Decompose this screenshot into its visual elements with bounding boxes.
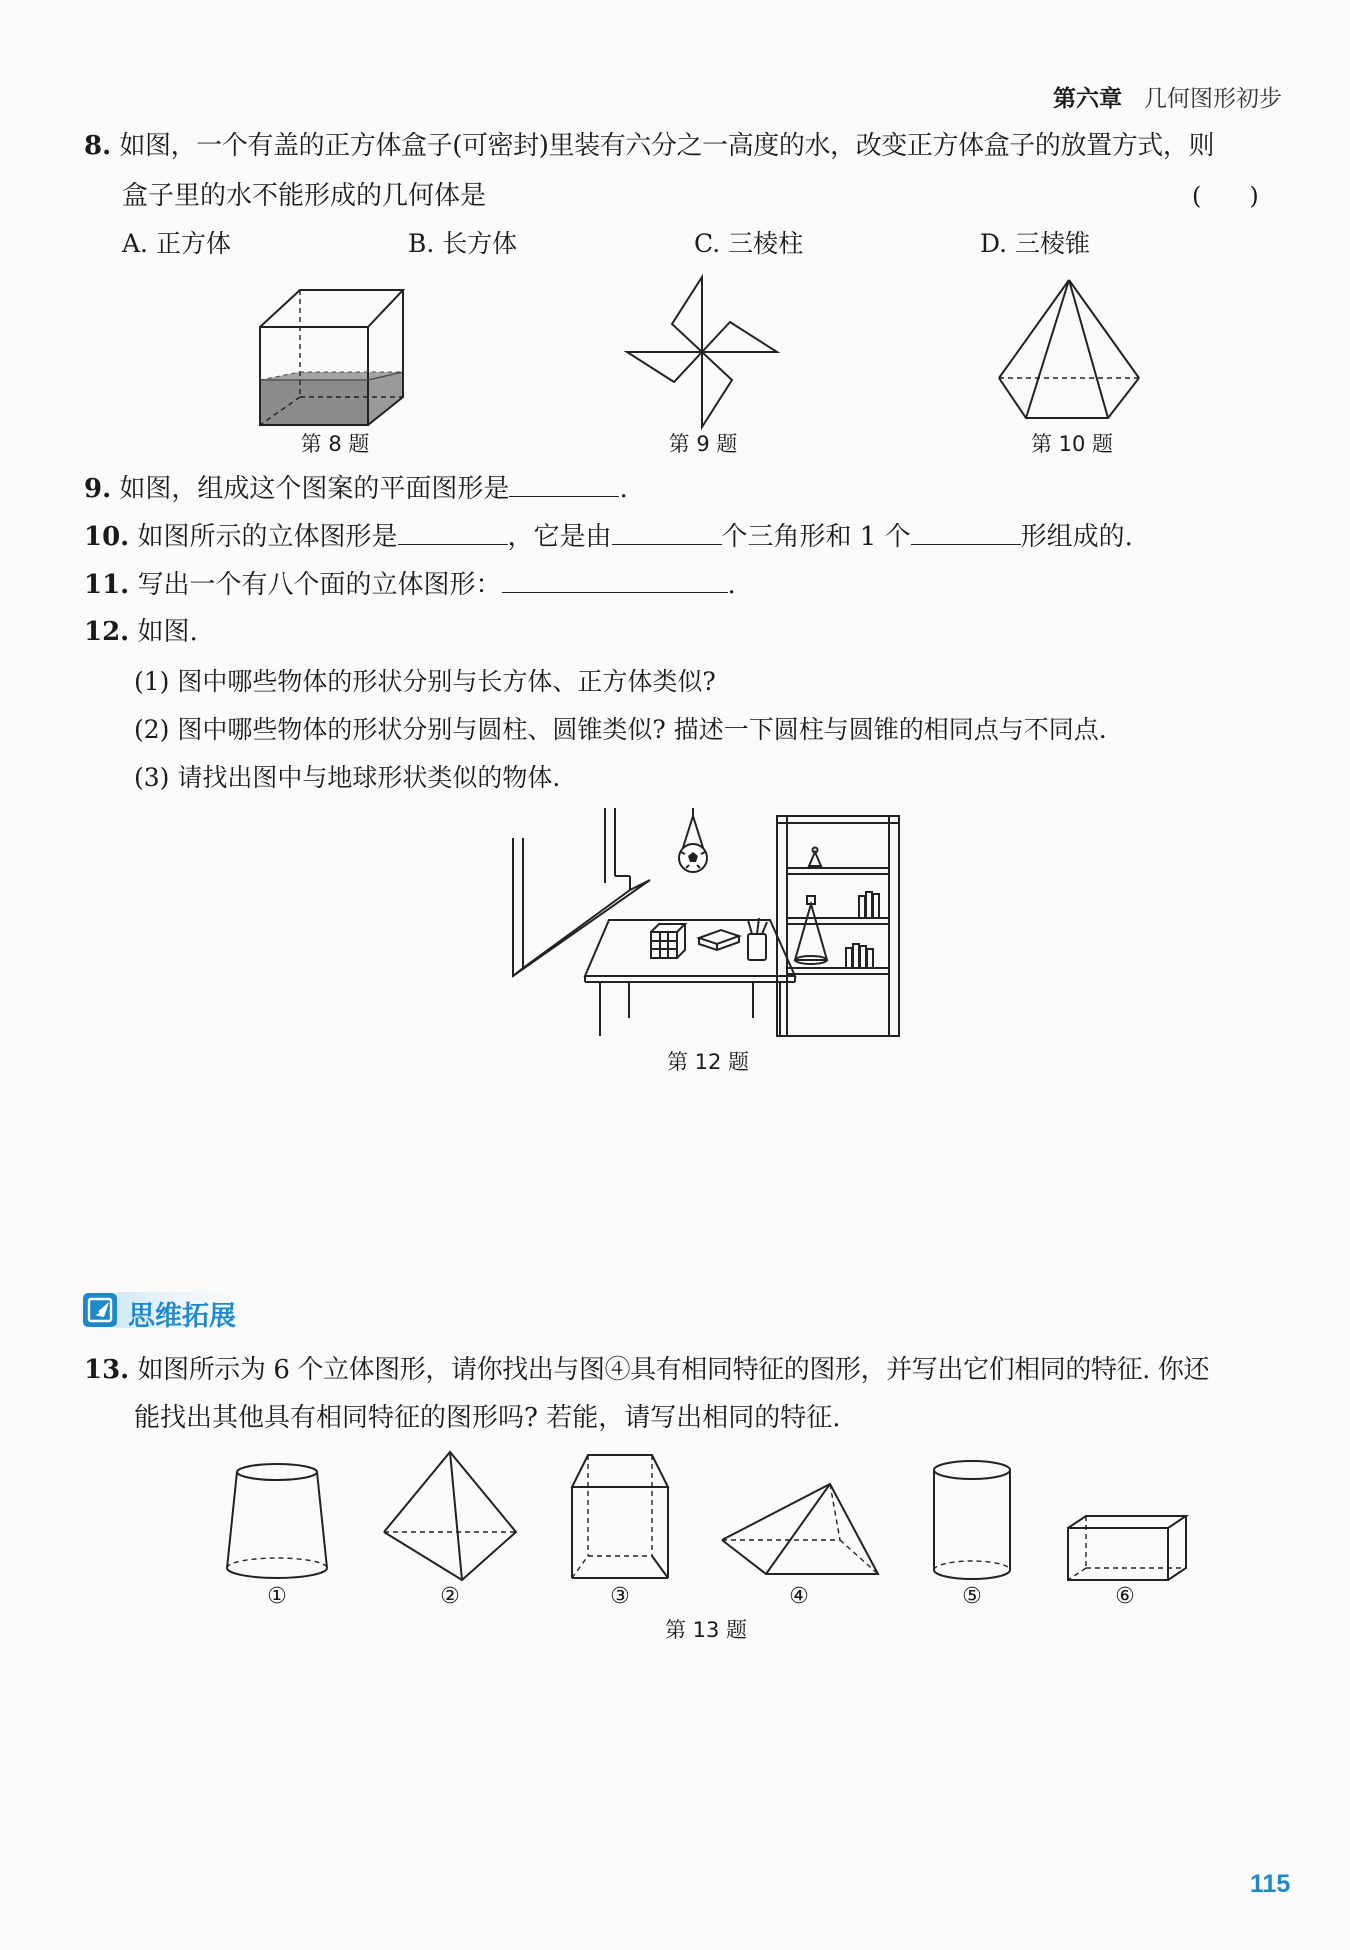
fig8-caption: 第 8 题 xyxy=(300,432,370,456)
q9-line xyxy=(84,470,628,507)
fig12-room-scene xyxy=(505,808,905,1040)
fig9-caption: 第 9 题 xyxy=(668,432,738,456)
q11-answer-blank[interactable] xyxy=(502,566,728,593)
q10-part3: 个三角形和 1 个 xyxy=(721,522,911,552)
fig13-shape2-pyramid xyxy=(380,1448,520,1583)
fig13-shape5-cylinder xyxy=(930,1458,1014,1584)
q13-line2 xyxy=(134,1400,840,1436)
q8-option-c: C. 三棱柱 xyxy=(694,229,804,258)
q9-number: 9. xyxy=(84,474,112,504)
q8-line2 xyxy=(122,178,486,214)
q10-line xyxy=(84,518,1133,555)
q11-end: . xyxy=(727,570,736,600)
fig13-caption: 第 13 题 xyxy=(664,1618,748,1642)
q12-sub1: (1) 图中哪些物体的形状分别与长方体、正方体类似? xyxy=(134,667,716,696)
q11-text: 写出一个有八个面的立体图形： xyxy=(137,570,502,600)
q10-number: 10. xyxy=(84,522,130,552)
q10-blank-3[interactable] xyxy=(911,518,1021,545)
q13-stem-1: 如图所示为 6 个立体图形，请你找出与图④具有相同特征的图形，并写出它们相同的特征. 你还 xyxy=(137,1355,1210,1385)
q10-blank-2[interactable] xyxy=(612,518,722,545)
q8-stem-1: 如图，一个有盖的正方体盒子(可密封)里装有六分之一高度的水，改变正方体盒子的放置方式，则 xyxy=(119,131,1215,161)
fig13-shape1-frustum xyxy=(222,1462,332,1587)
q12-number: 12. xyxy=(84,617,130,647)
q8-stem-2: 盒子里的水不能形成的几何体是 xyxy=(122,181,487,211)
fig10-caption: 第 10 题 xyxy=(1030,432,1114,456)
q10-part1: 如图所示的立体图形是 xyxy=(137,522,398,552)
q12-line xyxy=(84,614,198,650)
q9-end: . xyxy=(619,474,628,504)
q9-answer-blank[interactable] xyxy=(509,470,619,497)
section-icon xyxy=(82,1292,118,1328)
q8-option-a: A. 正方体 xyxy=(122,229,231,258)
section-title: 思维拓展 xyxy=(128,1301,236,1332)
q12-sub2: (2) 图中哪些物体的形状分别与圆柱、圆锥类似? 描述一下圆柱与圆锥的相同点与不同点. xyxy=(134,715,1107,744)
fig8-cube-with-water xyxy=(255,285,415,430)
q8-option-b: B. 长方体 xyxy=(408,229,518,258)
chapter-title: 几何图形初步 xyxy=(1144,86,1282,112)
fig13-label-6: ⑥ xyxy=(1115,1584,1135,1609)
q11-number: 11. xyxy=(84,570,130,600)
fig13-label-5: ⑤ xyxy=(962,1584,982,1609)
q8-answer-paren: ( ) xyxy=(1192,182,1259,210)
q13-stem-2: 能找出其他具有相同特征的图形吗? 若能，请写出相同的特征. xyxy=(134,1403,841,1433)
q12-sub3: (3) 请找出图中与地球形状类似的物体. xyxy=(134,763,561,792)
chapter-label: 第六章 xyxy=(1053,86,1122,112)
fig13-shape3-square-frustum xyxy=(568,1452,672,1582)
q10-part4: 形组成的. xyxy=(1020,522,1133,552)
fig10-pentagonal-pyramid xyxy=(996,278,1146,428)
q8-line1 xyxy=(84,128,1214,164)
fig12-caption: 第 12 题 xyxy=(666,1050,750,1074)
q10-part2: ，它是由 xyxy=(507,522,612,552)
fig13-label-2: ② xyxy=(440,1584,460,1609)
q9-text: 如图，组成这个图案的平面图形是 xyxy=(119,474,510,504)
fig13-shape6-cuboid xyxy=(1064,1512,1190,1584)
q13-number: 13. xyxy=(84,1355,130,1385)
q8-number: 8. xyxy=(84,131,112,161)
chapter-header xyxy=(1053,80,1282,113)
q10-blank-1[interactable] xyxy=(398,518,508,545)
q11-line xyxy=(84,566,736,603)
page-number: 115 xyxy=(1250,1870,1291,1898)
fig9-pinwheel xyxy=(622,272,782,432)
q12-text: 如图. xyxy=(137,617,198,647)
q13-line1 xyxy=(84,1352,1209,1388)
fig13-label-3: ③ xyxy=(610,1584,630,1609)
fig13-shape4-square-pyramid xyxy=(718,1478,882,1578)
fig13-label-1: ① xyxy=(267,1584,287,1609)
fig13-label-4: ④ xyxy=(789,1584,809,1609)
q8-option-d: D. 三棱锥 xyxy=(980,229,1091,258)
